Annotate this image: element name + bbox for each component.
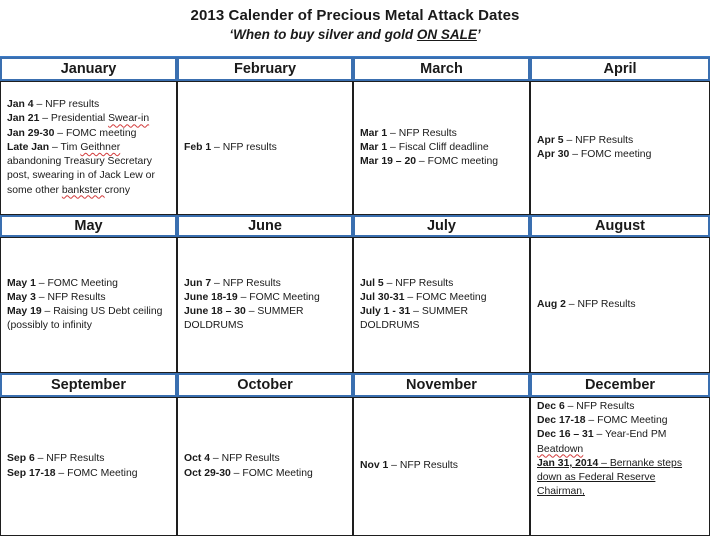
- event-date: May 3: [7, 291, 36, 303]
- month-cell-november: [353, 397, 530, 536]
- event-list: [184, 452, 348, 480]
- event-list: [537, 298, 705, 312]
- event-entry: [184, 277, 348, 291]
- month-cell-september: [0, 397, 177, 536]
- event-text: NFP Results: [46, 453, 105, 465]
- month-header-may: May: [0, 215, 177, 237]
- event-date: Oct 29-30: [184, 467, 231, 479]
- event-text: NFP Results: [47, 291, 106, 303]
- event-separator: –: [563, 134, 576, 146]
- event-entry: [360, 291, 525, 305]
- event-separator: –: [565, 298, 578, 310]
- month-cell-june: [177, 237, 353, 373]
- event-text: Presidential Swear-in: [50, 113, 150, 125]
- event-entry: [360, 459, 525, 473]
- event-separator: –: [383, 277, 396, 289]
- event-date: Oct 4: [184, 453, 210, 465]
- event-entry: [7, 141, 172, 198]
- event-separator: –: [230, 467, 243, 479]
- event-entry: [7, 452, 172, 466]
- event-text: NFP results: [222, 141, 277, 153]
- event-date: Jan 21: [7, 113, 40, 125]
- event-separator: –: [211, 141, 223, 153]
- event-separator: –: [39, 113, 51, 125]
- event-list: [7, 98, 172, 197]
- month-cell-january: [0, 81, 177, 215]
- month-cell-may: [0, 237, 177, 373]
- event-entry: [7, 112, 172, 126]
- event-date: Sep 6: [7, 453, 35, 465]
- event-list: [360, 127, 525, 170]
- event-text: FOMC Meeting: [242, 467, 313, 479]
- month-cell-july: [353, 237, 530, 373]
- event-date: Jan 4: [7, 99, 34, 111]
- event-entry: [7, 467, 172, 481]
- event-date: June 18 – 30: [184, 306, 246, 317]
- event-separator: –: [245, 306, 258, 317]
- event-text: FOMC meeting: [427, 156, 499, 168]
- event-text: SUMMER DOLDRUMS: [184, 306, 304, 332]
- month-header-november: November: [353, 373, 530, 397]
- event-text: FOMC Meeting: [67, 467, 138, 479]
- month-header-december: December: [530, 373, 710, 397]
- event-list: [537, 400, 705, 499]
- event-date: May 1: [7, 277, 36, 289]
- event-entry: [537, 414, 705, 428]
- month-header-september: September: [0, 373, 177, 397]
- event-text: NFP Results: [222, 277, 281, 289]
- event-date: Jan 29-30: [7, 127, 55, 139]
- event-date: Mar 1: [360, 127, 388, 139]
- event-separator: –: [54, 127, 66, 139]
- month-cell-december: [530, 397, 710, 536]
- event-text: Raising US Debt ceiling (possibly to infinity: [7, 306, 163, 332]
- event-text: FOMC Meeting: [597, 415, 668, 427]
- event-entry: [360, 127, 525, 141]
- event-entry: [360, 141, 525, 155]
- event-separator: –: [210, 453, 222, 465]
- event-date: Mar 19 – 20: [360, 156, 417, 168]
- event-date: Dec 6: [537, 401, 565, 412]
- page-subtitle: ‘When to buy silver and gold ON SALE’: [229, 27, 481, 42]
- event-entry: [7, 98, 172, 112]
- event-separator: –: [388, 460, 400, 472]
- event-text: NFP Results: [576, 401, 635, 412]
- event-separator: –: [211, 277, 223, 289]
- event-date: Dec 16 – 31: [537, 429, 594, 441]
- event-separator: –: [33, 99, 46, 111]
- event-entry: [537, 298, 705, 312]
- event-date: Aug 2: [537, 298, 566, 310]
- event-text: FOMC Meeting: [249, 291, 320, 303]
- event-entry: [537, 457, 705, 500]
- month-header-june: June: [177, 215, 353, 237]
- event-date: Jul 30-31: [360, 291, 405, 303]
- event-separator: –: [569, 149, 581, 160]
- month-header-august: August: [530, 215, 710, 237]
- event-entry: [184, 452, 348, 466]
- event-date: Nov 1: [360, 460, 389, 472]
- event-separator: –: [34, 453, 47, 465]
- event-text: FOMC meeting: [65, 127, 137, 139]
- event-text: Bernanke steps down as Federal Reserve Chairman,: [537, 457, 683, 498]
- event-separator: –: [564, 401, 577, 412]
- event-text: NFP results: [45, 99, 100, 111]
- event-entry: [7, 277, 172, 291]
- event-separator: –: [387, 141, 399, 153]
- event-separator: –: [35, 277, 48, 289]
- month-header-april: April: [530, 57, 710, 81]
- month-cell-april: [530, 81, 710, 215]
- event-date: Mar 1: [360, 141, 388, 153]
- event-text: SUMMER DOLDRUMS: [360, 306, 468, 332]
- event-date: July 1 - 31: [360, 306, 411, 317]
- month-header-february: February: [177, 57, 353, 81]
- event-separator: –: [237, 291, 250, 303]
- event-text: Tim Geithner abandoning Treasury Secretary post, swearing in of Jack Lew or some other bankster crony: [7, 141, 155, 196]
- month-header-march: March: [353, 57, 530, 81]
- event-text: NFP Results: [395, 277, 454, 289]
- event-entry: [360, 305, 525, 333]
- event-separator: –: [598, 457, 610, 469]
- event-entry: [184, 141, 348, 155]
- event-date: Sep 17-18: [7, 467, 56, 479]
- event-date: Apr 5: [537, 134, 564, 146]
- event-entry: [7, 305, 172, 333]
- event-entry: [537, 148, 705, 162]
- month-cell-october: [177, 397, 353, 536]
- event-date: June 18-19: [184, 291, 238, 303]
- event-entry: [537, 400, 705, 414]
- month-header-october: October: [177, 373, 353, 397]
- event-list: [537, 134, 705, 162]
- event-entry: [7, 291, 172, 305]
- event-date: Jan 31, 2014: [537, 457, 599, 469]
- event-date: Dec 17-18: [537, 415, 586, 427]
- event-entry: [537, 134, 705, 148]
- event-text: NFP Results: [398, 127, 457, 139]
- month-cell-february: [177, 81, 353, 215]
- event-text: NFP Results: [221, 453, 280, 465]
- event-text: FOMC meeting: [580, 149, 652, 160]
- event-separator: –: [387, 127, 399, 139]
- month-header-july: July: [353, 215, 530, 237]
- event-text: FOMC Meeting: [47, 277, 118, 289]
- page-title: 2013 Calender of Precious Metal Attack Dates: [190, 7, 520, 24]
- event-date: Late Jan: [7, 141, 50, 153]
- event-text: FOMC Meeting: [416, 291, 487, 303]
- subtitle-emphasis: ON SALE: [416, 27, 477, 42]
- event-text: NFP Results: [577, 298, 636, 310]
- event-separator: –: [404, 291, 417, 303]
- event-entry: [537, 428, 705, 456]
- event-list: [360, 277, 525, 334]
- event-text: Fiscal Cliff deadline: [398, 141, 489, 153]
- event-separator: –: [41, 306, 54, 317]
- event-separator: –: [55, 467, 68, 479]
- event-separator: –: [585, 415, 598, 427]
- event-entry: [184, 291, 348, 305]
- event-date: Jul 5: [360, 277, 384, 289]
- event-list: [7, 277, 172, 334]
- event-separator: –: [410, 306, 422, 317]
- event-date: Jun 7: [184, 277, 212, 289]
- event-date: May 19: [7, 306, 42, 317]
- event-separator: –: [416, 156, 428, 168]
- event-list: [184, 141, 348, 155]
- event-date: Feb 1: [184, 141, 212, 153]
- event-list: [360, 459, 525, 473]
- event-entry: [184, 467, 348, 481]
- event-separator: –: [593, 429, 605, 441]
- event-text: Year-End PM Beatdown: [537, 429, 667, 455]
- event-entry: [184, 305, 348, 333]
- event-separator: –: [49, 141, 61, 153]
- event-entry: [7, 127, 172, 141]
- event-list: [7, 452, 172, 480]
- event-entry: [360, 277, 525, 291]
- month-cell-march: [353, 81, 530, 215]
- event-entry: [360, 155, 525, 169]
- month-header-january: January: [0, 57, 177, 81]
- event-text: NFP Results: [399, 460, 458, 472]
- event-text: NFP Results: [575, 134, 634, 146]
- month-cell-august: [530, 237, 710, 373]
- event-list: [184, 277, 348, 334]
- event-date: Apr 30: [537, 149, 570, 160]
- event-separator: –: [35, 291, 48, 303]
